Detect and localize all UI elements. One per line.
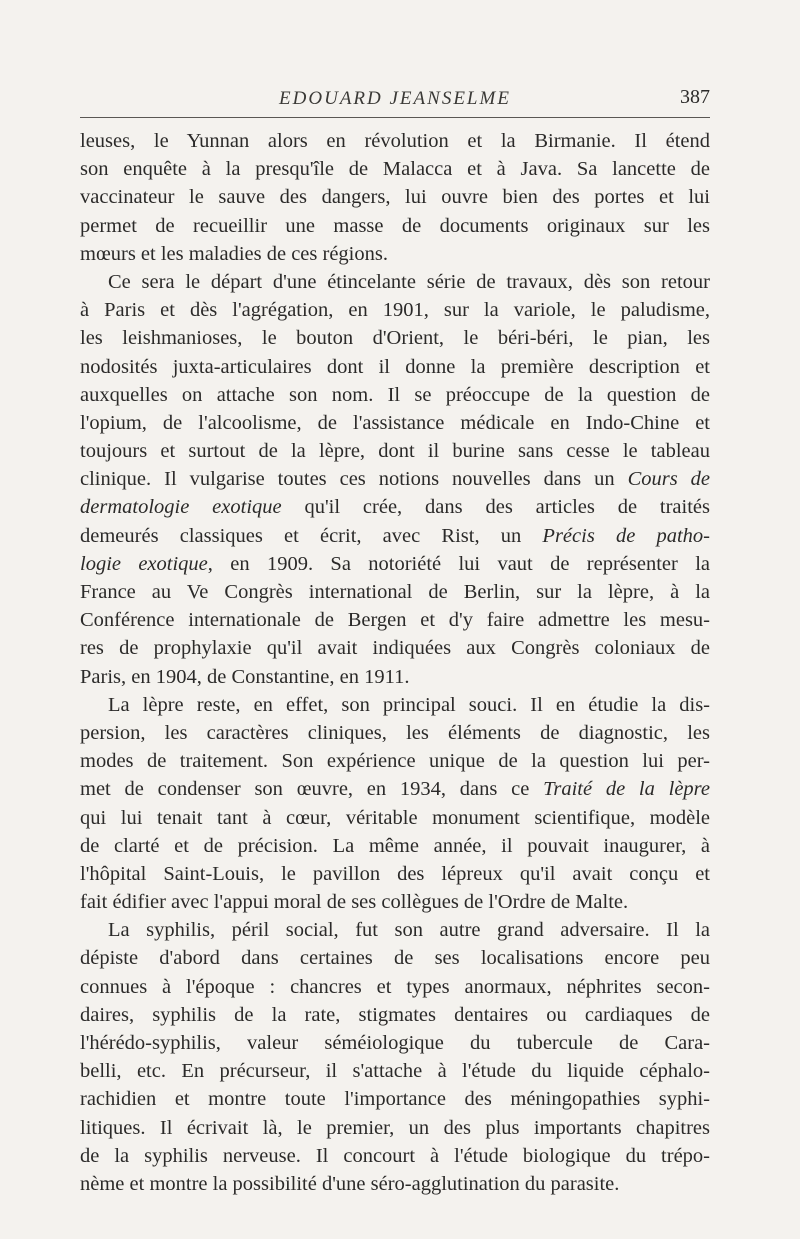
- text-line: l'opium, de l'alcoolisme, de l'assistance médicale en Indo-Chine et: [80, 411, 710, 434]
- text-line: l'hôpital Saint-Louis, le pavillon des lépreux qu'il avait conçu et: [80, 862, 710, 885]
- text-line: litiques. Il écrivait là, le premier, un des plus importants chapitres: [80, 1116, 710, 1139]
- text-line: persion, les caractères cliniques, les éléments de diagnostic, les: [80, 721, 710, 744]
- text-line: vaccinateur le sauve des dangers, lui ouvre bien des portes et lui: [80, 186, 710, 209]
- text-line: permet de recueillir une masse de documents originaux sur les: [80, 214, 710, 237]
- text-run: clinique. Il vulgarise toutes ces notions nouvelles dans un: [80, 468, 628, 491]
- text-run: , en 1909. Sa notoriété lui vaut de représenter la: [207, 552, 710, 575]
- text-line: [80, 522, 710, 550]
- text-line: à Paris et dès l'agrégation, en 1901, sur la variole, le paludisme,: [80, 299, 710, 322]
- text-line: [80, 493, 710, 521]
- text-line: La lèpre reste, en effet, son principal souci. Il en étudie la dis-: [108, 693, 710, 716]
- text-line: mœurs et les maladies de ces régions.: [80, 242, 388, 265]
- text-line: Ce sera le départ d'une étincelante série de travaux, dès son retour: [108, 270, 710, 293]
- italic-title: Cours de: [627, 468, 710, 491]
- text-line: fait édifier avec l'appui moral de ses collègues de l'Ordre de Malte.: [80, 891, 629, 914]
- text-line: Conférence internationale de Bergen et d'y faire admettre les mesu-: [80, 609, 710, 632]
- text-line: nème et montre la possibilité d'une séro-agglutination du parasite.: [80, 1172, 620, 1195]
- text-run: met de condenser son œuvre, en 1934, dans ce: [80, 778, 544, 801]
- running-title: EDOUARD JEANSELME: [279, 88, 511, 109]
- page-number: 387: [680, 86, 710, 108]
- text-line: de la syphilis nerveuse. Il concourt à l'étude biologique du trépo-: [80, 1144, 710, 1167]
- text-line: [80, 775, 710, 803]
- text-line: connues à l'époque : chancres et types anormaux, néphrites secon-: [80, 975, 710, 998]
- header-rule: [80, 117, 710, 118]
- text-line: [80, 550, 710, 578]
- text-run: demeurés classiques et écrit, avec Rist, un: [80, 524, 543, 547]
- text-line: La syphilis, péril social, fut son autre grand adversaire. Il la: [108, 919, 710, 942]
- text-line: nodosités juxta-articulaires dont il donne la première description et: [80, 355, 710, 378]
- text-line: France au Ve Congrès international de Berlin, sur la lèpre, à la: [80, 581, 710, 603]
- text-line: leuses, le Yunnan alors en révolution et la Birmanie. Il étend: [80, 130, 710, 152]
- text-line: belli, etc. En précurseur, il s'attache à l'étude du liquide céphalo-: [80, 1060, 710, 1083]
- body-text: [80, 127, 710, 1198]
- text-line: l'hérédo-syphilis, valeur séméiologique du tubercule de Cara-: [80, 1032, 710, 1054]
- text-line: de clarté et de précision. La même année, il pouvait inaugurer, à: [80, 834, 710, 857]
- text-line: Paris, en 1904, de Constantine, en 1911.: [80, 665, 410, 688]
- text-line: modes de traitement. Son expérience unique de la question lui per-: [80, 750, 710, 773]
- running-head: [80, 86, 710, 116]
- text-line: son enquête à la presqu'île de Malacca et à Java. Sa lancette de: [80, 158, 710, 181]
- text-run: qu'il crée, dans des articles de traités: [281, 496, 710, 519]
- text-line: qui lui tenait tant à cœur, véritable monument scientifique, modèle: [80, 806, 710, 829]
- text-line: les leishmanioses, le bouton d'Orient, le béri-béri, le pian, les: [80, 327, 710, 350]
- text-line: auxquelles on attache son nom. Il se préoccupe de la question de: [80, 383, 710, 406]
- text-line: [80, 465, 710, 493]
- text-line: daires, syphilis de la rate, stigmates dentaires ou cardiaques de: [80, 1003, 710, 1026]
- text-line: dépiste d'abord dans certaines de ses localisations encore peu: [80, 947, 710, 970]
- italic-title: Précis de patho-: [542, 524, 710, 547]
- italic-title: dermatologie exotique: [80, 496, 282, 519]
- italic-title: logie exotique: [80, 552, 208, 575]
- text-line: toujours et surtout de la lèpre, dont il burine sans cesse le tableau: [80, 440, 710, 463]
- text-line: rachidien et montre toute l'importance des méningopathies syphi-: [80, 1088, 710, 1111]
- italic-title: Traité de la lèpre: [543, 778, 710, 801]
- text-line: res de prophylaxie qu'il avait indiquées aux Congrès coloniaux de: [80, 637, 710, 660]
